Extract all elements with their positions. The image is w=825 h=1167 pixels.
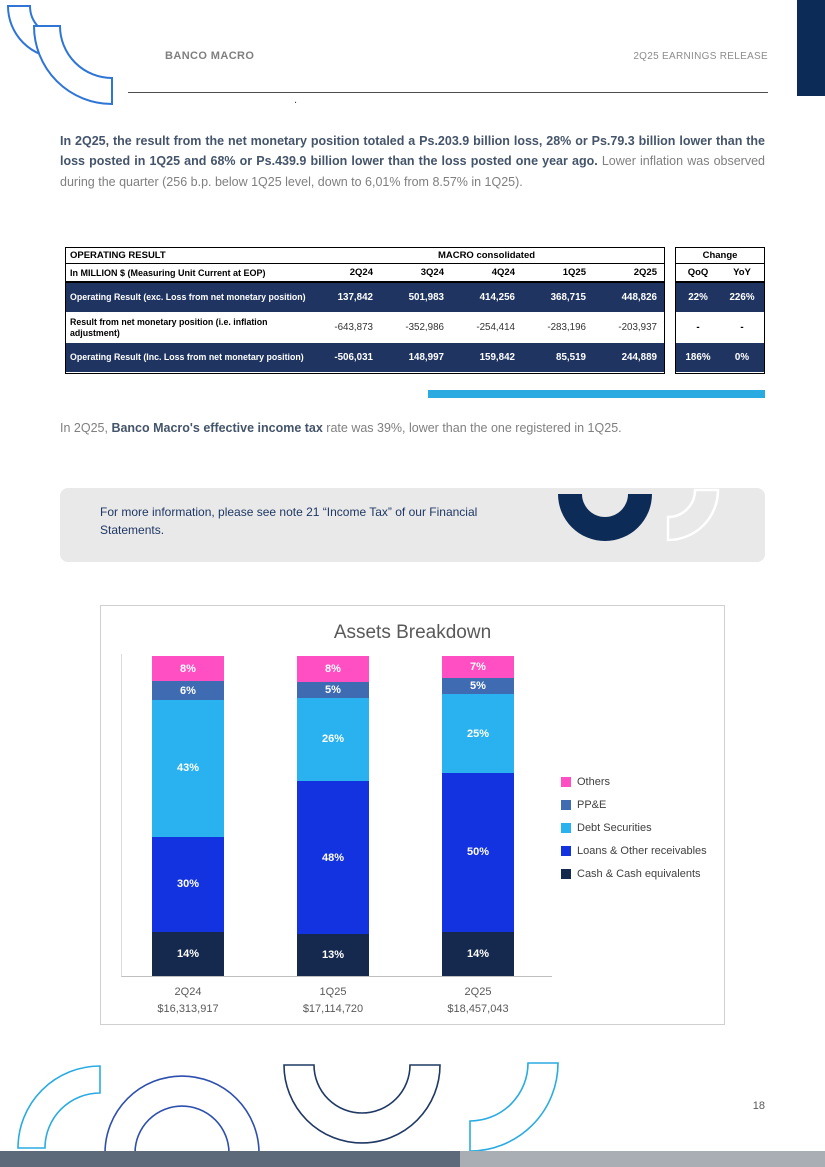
change-row: [676, 313, 764, 343]
bar-segment: [297, 781, 369, 935]
row-value: -352,986: [405, 322, 444, 333]
column-header: 2Q25: [633, 267, 657, 278]
table-title-row: [66, 248, 664, 264]
bar-segment: [297, 656, 369, 682]
bar-segment: [297, 682, 369, 698]
arc-shape: [668, 490, 718, 540]
segment-value-label: 50%: [466, 846, 490, 859]
legend-item: [561, 776, 707, 788]
footer-strip: [0, 1151, 825, 1167]
paragraph-bold-text: In 2Q25, the result from the net monetary position totaled a Ps.203.9 billion loss, 28% or Ps.79.3 billion lower than the loss posted in 1Q25 and 68% or Ps.439.9 billion lower than the loss posted one year ago.: [60, 134, 765, 169]
legend-label: Others: [577, 776, 611, 788]
assets-breakdown-chart: [100, 605, 725, 1025]
legend-label: Cash & Cash equivalents: [577, 868, 701, 880]
bar-segment: [152, 932, 224, 976]
bar-segment: [152, 681, 224, 700]
change-value: 186%: [685, 352, 711, 363]
row-value: -283,196: [547, 322, 586, 333]
operating-result-table: [65, 247, 765, 374]
column-header: 3Q24: [420, 267, 444, 278]
arc-shape: [470, 1063, 558, 1151]
paragraph-regular-text: In 2Q25,: [60, 421, 112, 435]
row-value: 148,997: [408, 352, 444, 363]
x-axis-label: [113, 984, 263, 1018]
arc-shape: [105, 1076, 259, 1153]
x-axis-label: [258, 984, 408, 1018]
table-row: [66, 343, 664, 373]
paragraph-regular-text: Lower inflation was observed during the quarter (256 b.p. below 1Q25 level, down to 6,01% from 8.57% in 1Q25).: [60, 154, 765, 189]
column-header: 2Q24: [349, 267, 373, 278]
paragraph-net-monetary-position: [60, 131, 765, 192]
row-value: -643,873: [334, 322, 373, 333]
table-row: [66, 283, 664, 313]
segment-value-label: 30%: [176, 878, 200, 891]
chart-plot-area: [121, 654, 552, 1016]
table-header-row: [66, 264, 664, 283]
legend-item: [561, 845, 707, 857]
change-row: [676, 283, 764, 313]
bar-segment: [152, 837, 224, 932]
row-label: Operating Result (exc. Loss from net monetary position): [70, 292, 306, 303]
table-main: [65, 247, 665, 374]
row-label: Result from net monetary position (i.e. inflation adjustment): [70, 316, 268, 338]
row-value: -506,031: [334, 352, 373, 363]
table-row: [66, 313, 664, 343]
segment-value-label: 5%: [325, 683, 341, 696]
chart-legend: [561, 776, 707, 880]
bar-segment: [442, 932, 514, 976]
note-text: For more information, please see note 21 “Income Tax” of our Financial Statements.: [100, 505, 478, 537]
row-value: 137,842: [337, 292, 373, 303]
change-header: Change: [676, 248, 764, 264]
stacked-bar-2Q25: [442, 656, 514, 976]
change-column-header: YoY: [733, 267, 751, 278]
segment-value-label: 6%: [180, 684, 196, 697]
category-label: 2Q25: [464, 986, 492, 998]
segment-value-label: 14%: [466, 947, 490, 960]
change-value: -: [696, 322, 700, 333]
legend-label: PP&E: [577, 799, 607, 811]
bar-segment: [442, 656, 514, 678]
table-unit-label: In MILLION $ (Measuring Unit Current at EOP): [70, 267, 266, 278]
column-header: 1Q25: [562, 267, 586, 278]
segment-value-label: 7%: [470, 661, 486, 674]
segment-value-label: 13%: [321, 949, 345, 962]
x-axis-label: [403, 984, 553, 1018]
chart-title: Assets Breakdown: [333, 622, 492, 643]
legend-swatch: [561, 846, 571, 856]
page-number: 18: [752, 1100, 765, 1112]
table-group-header: MACRO consolidated: [437, 250, 536, 261]
decorative-arcs-bottom: [0, 1045, 825, 1157]
header-divider: [128, 92, 768, 93]
release-title: 2Q25 EARNINGS RELEASE: [633, 51, 768, 62]
paragraph-bold-text: Banco Macro's effective income tax: [111, 421, 323, 435]
header-corner-block: [797, 0, 825, 96]
legend-swatch: [561, 869, 571, 879]
change-columns-row: [676, 264, 764, 283]
accent-bar: [428, 390, 765, 398]
row-label: Operating Result (Inc. Loss from net monetary position): [70, 352, 304, 363]
change-value: 0%: [734, 352, 750, 363]
row-value: 501,983: [408, 292, 444, 303]
change-row: [676, 343, 764, 373]
row-value: 244,889: [621, 352, 657, 363]
segment-value-label: 25%: [466, 727, 490, 740]
row-value: 448,826: [621, 292, 657, 303]
category-label: 2Q24: [174, 986, 202, 998]
segment-value-label: 43%: [176, 762, 200, 775]
change-value: 22%: [688, 292, 708, 303]
segment-value-label: 8%: [180, 662, 196, 675]
segment-value-label: 48%: [321, 851, 345, 864]
bar-segment: [442, 773, 514, 931]
table-body: [66, 283, 664, 373]
total-label: $16,313,917: [157, 1003, 219, 1016]
legend-item: [561, 868, 707, 880]
info-note-box: [60, 488, 765, 562]
total-label: $17,114,720: [302, 1003, 364, 1016]
bar-segment: [297, 698, 369, 781]
table-title: OPERATING RESULT: [70, 250, 166, 261]
stacked-bar-1Q25: [297, 656, 369, 976]
legend-label: Debt Securities: [577, 822, 652, 834]
change-column-header: QoQ: [687, 267, 709, 278]
row-value: -254,414: [476, 322, 515, 333]
bar-segment: [152, 656, 224, 681]
total-label: $18,457,043: [447, 1003, 509, 1016]
change-value: 226%: [729, 292, 755, 303]
row-value: 414,256: [479, 292, 515, 303]
legend-label: Loans & Other receivables: [577, 845, 707, 857]
row-value: 85,519: [556, 352, 586, 363]
arc-shape: [18, 1066, 100, 1148]
legend-swatch: [561, 800, 571, 810]
legend-item: [561, 799, 707, 811]
category-label: 1Q25: [319, 986, 347, 998]
brand-name: BANCO MACRO: [165, 50, 255, 62]
bar-segment: [297, 934, 369, 976]
arc-shape: [284, 1065, 440, 1143]
segment-value-label: 26%: [321, 733, 345, 746]
legend-swatch: [561, 823, 571, 833]
row-value: 368,715: [550, 292, 586, 303]
stacked-bar-2Q24: [152, 656, 224, 976]
stray-mark: .: [294, 94, 298, 106]
change-body: [676, 283, 764, 373]
arc-shape: [558, 494, 652, 541]
bar-segment: [442, 694, 514, 773]
paragraph-regular-text: rate was 39%, lower than the one registered in 1Q25.: [322, 421, 622, 435]
row-value: 159,842: [479, 352, 515, 363]
bar-segment: [152, 700, 224, 836]
arc-shape: [34, 26, 112, 104]
table-change-box: [675, 247, 765, 374]
row-value: -203,937: [618, 322, 657, 333]
footer-strip-dark-segment: [0, 1151, 460, 1167]
bar-segment: [442, 678, 514, 694]
segment-value-label: 5%: [470, 680, 486, 693]
segment-value-label: 8%: [325, 662, 341, 675]
change-value: -: [740, 322, 744, 333]
paragraph-income-tax: [60, 421, 765, 435]
column-header: 4Q24: [491, 267, 515, 278]
legend-item: [561, 822, 707, 834]
decorative-arcs-top-left: [0, 0, 130, 120]
segment-value-label: 14%: [176, 947, 200, 960]
legend-swatch: [561, 777, 571, 787]
